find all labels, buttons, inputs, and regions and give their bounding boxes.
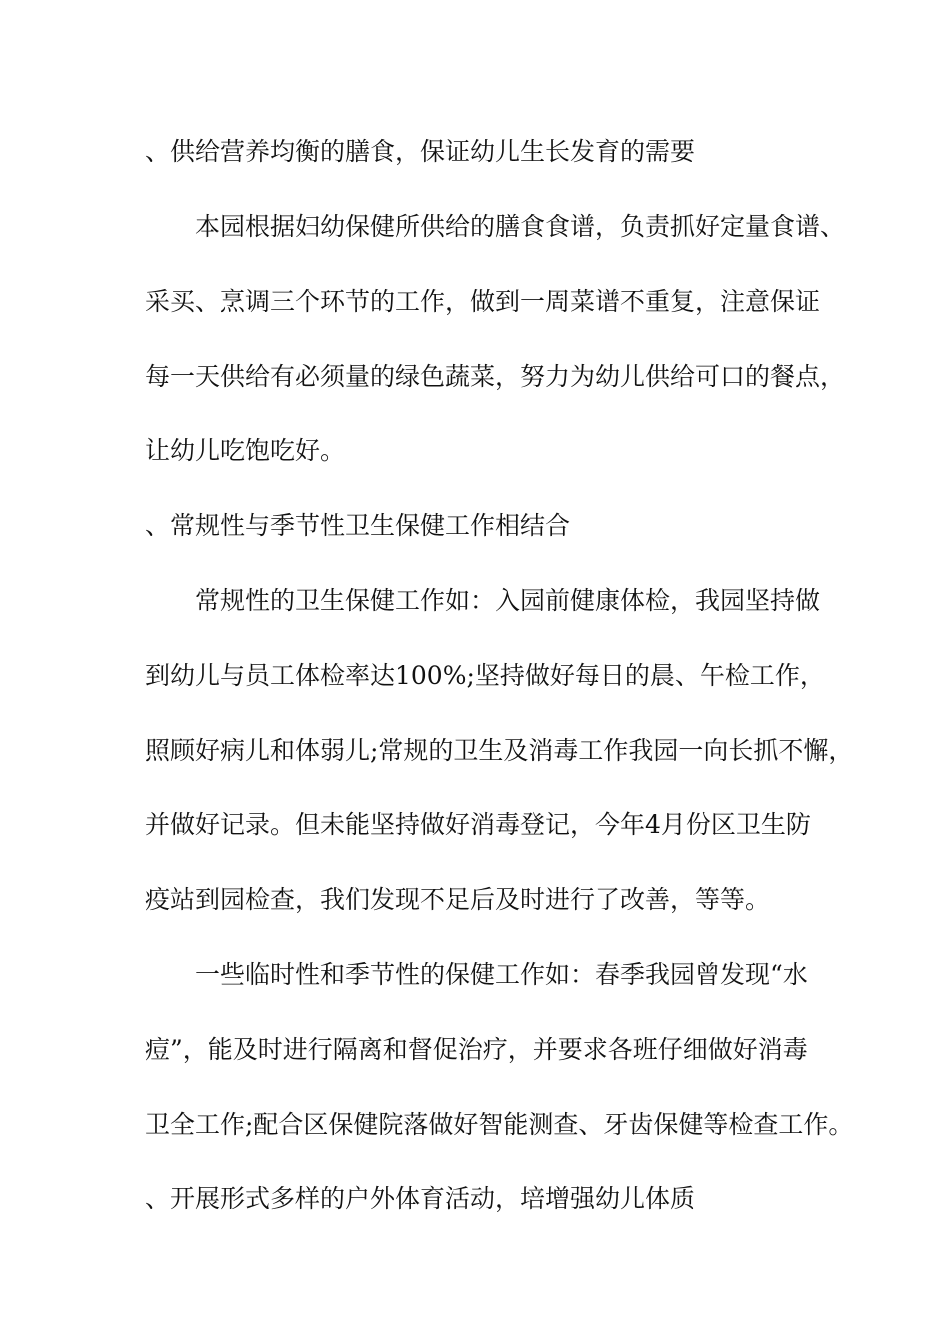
paragraph-line: 一些临时性和季节性的保健工作如：春季我园曾发现“水 <box>195 960 808 989</box>
section-heading-diet: 、供给营养均衡的膳食，保证幼儿生长发育的需要 <box>145 137 696 166</box>
section-heading-outdoor-activities: 、开展形式多样的户外体育活动，培增强幼儿体质 <box>145 1184 696 1213</box>
paragraph-line: 痘”，能及时进行隔离和督促治疗，并要求各班仔细做好消毒 <box>145 1035 808 1064</box>
paragraph-line: 照顾好病儿和体弱儿;常规的卫生及消毒工作我园一向长抓不懈， <box>145 736 854 765</box>
paragraph-line: 本园根据妇幼保健所供给的膳食食谱，负责抓好定量食谱、 <box>195 212 846 241</box>
paragraph-line: 每一天供给有必须量的绿色蔬菜，努力为幼儿供给可口的餐点， <box>145 362 846 391</box>
paragraph-line: 并做好记录。但未能坚持做好消毒登记，今年4月份区卫生防 <box>145 810 811 839</box>
paragraph-line: 采买、烹调三个环节的工作，做到一周菜谱不重复，注意保证 <box>145 287 821 316</box>
paragraph-line: 让幼儿吃饱吃好。 <box>145 436 346 465</box>
paragraph-line: 疫站到园检查，我们发现不足后及时进行了改善，等等。 <box>145 885 771 914</box>
paragraph-line: 常规性的卫生保健工作如：入园前健康体检，我园坚持做 <box>195 586 821 615</box>
paragraph-line: 卫全工作;配合区保健院落做好智能测查、牙齿保健等检查工作。 <box>145 1110 854 1139</box>
paragraph-line: 到幼儿与员工体检率达100%;坚持做好每日的晨、午检工作， <box>145 661 825 690</box>
section-heading-health-care: 、常规性与季节性卫生保健工作相结合 <box>145 511 571 540</box>
